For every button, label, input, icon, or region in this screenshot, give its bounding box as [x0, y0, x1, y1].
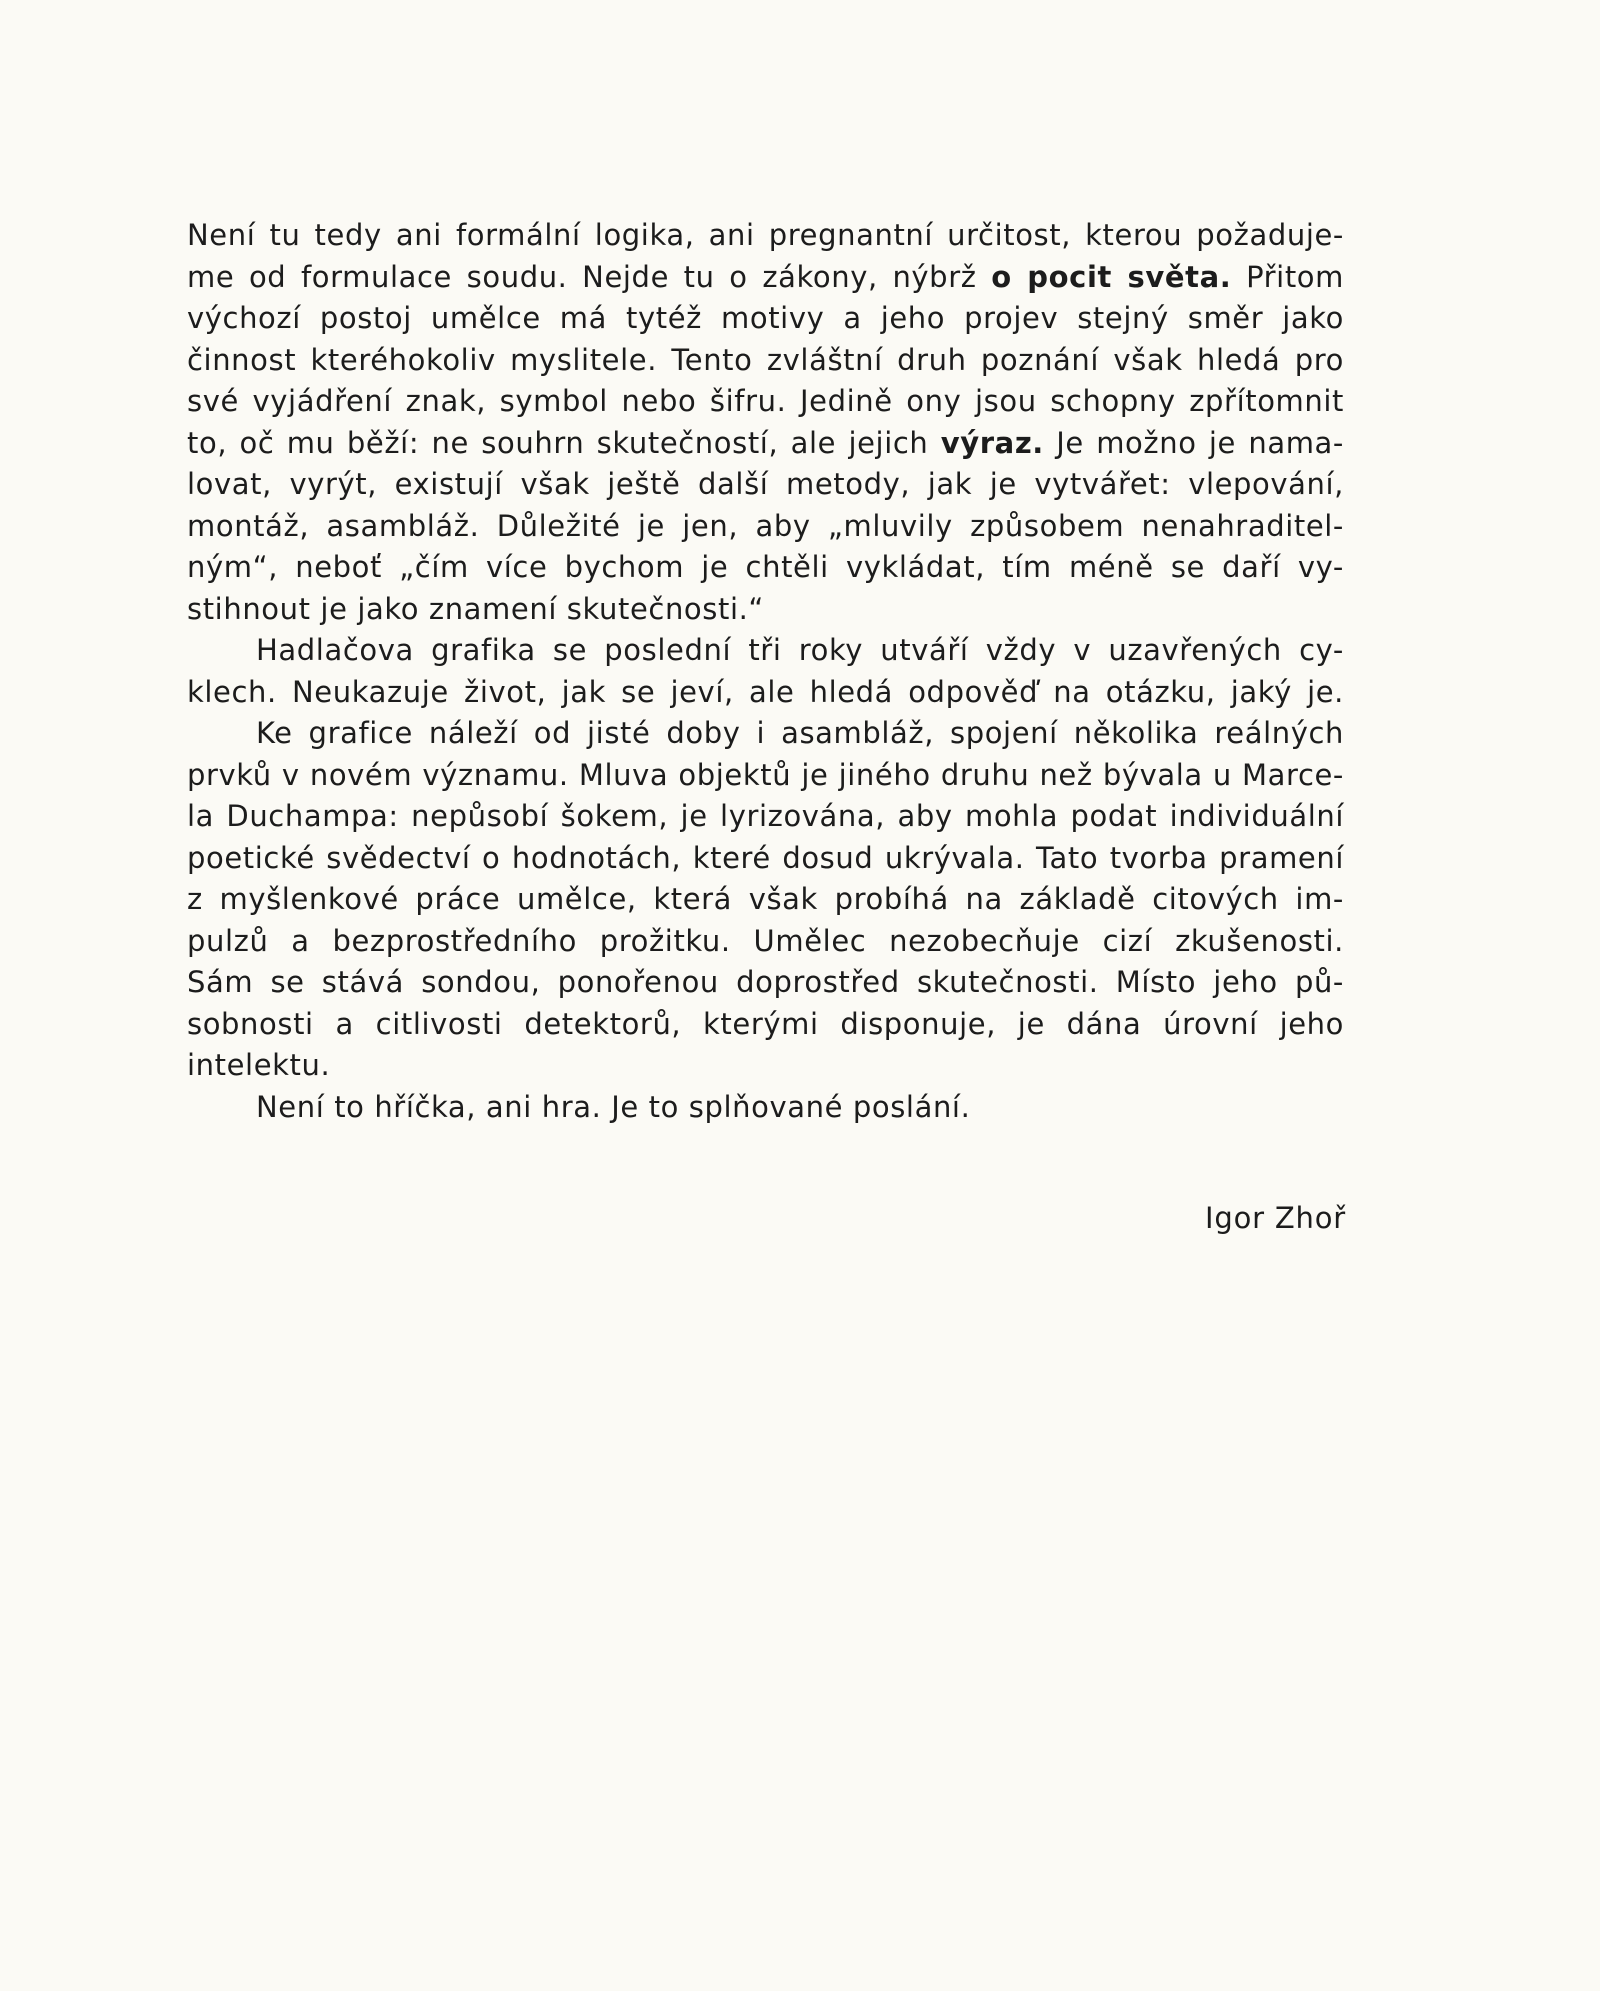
line-text: lovat, vyrýt, existují však ještě další metody, jak je vytvářet: vlepování, — [187, 467, 1344, 501]
text-line — [187, 215, 1344, 257]
line-text: Ke grafice náleží od jisté doby i asambláž, spojení několika reálných — [256, 716, 1344, 750]
line-text: me od formulace soudu. Nejde tu o zákony, nýbrž — [187, 259, 992, 294]
line-text: činnost kteréhokoliv myslitele. Tento zvláštní druh poznání však hledá pro — [187, 342, 1344, 377]
line-text: sobnosti a citlivosti detektorů, kterými disponuje, je dána úrovní jeho — [187, 1006, 1344, 1041]
text-line — [187, 589, 1344, 631]
line-text: z myšlenkové práce umělce, která však probíhá na základě citových im- — [187, 882, 1344, 916]
text-line — [187, 962, 1344, 1004]
line-text: pulzů a bezprostředního prožitku. Umělec nezobecňuje cizí zkušenosti. — [187, 923, 1344, 958]
line-text: výchozí postoj umělce má tytéž motivy a jeho projev stejný směr jako — [187, 301, 1344, 335]
line-text: stihnout je jako znamení skutečnosti.“ — [187, 591, 765, 626]
text-line — [187, 755, 1344, 797]
line-text: klech. Neukazuje život, jak se jeví, ale hledá odpověď na otázku, jaký je. — [187, 674, 1344, 709]
line-text: Přitom — [1231, 259, 1344, 294]
emphasized-text: výraz. — [940, 425, 1044, 460]
text-line — [187, 506, 1344, 548]
line-text: své vyjádření znak, symbol nebo šifru. Jedině ony jsou schopny zpřítomnit — [187, 384, 1344, 418]
text-line — [187, 921, 1344, 963]
text-line — [187, 381, 1344, 423]
text-line — [187, 796, 1344, 838]
text-line — [187, 630, 1344, 672]
text-line — [187, 713, 1344, 755]
line-text: poetické svědectví o hodnotách, které dosud ukrývala. Tato tvorba pramení — [187, 840, 1344, 875]
essay-text — [187, 215, 1344, 1128]
line-text: ným“, neboť „čím více bychom je chtěli vykládat, tím méně se daří vy- — [187, 550, 1344, 584]
text-line — [187, 1087, 1344, 1129]
text-line — [187, 1004, 1344, 1046]
line-text: la Duchampa: nepůsobí šokem, je lyrizována, aby mohla podat individuální — [187, 799, 1344, 833]
line-text: Hadlačova grafika se poslední tři roky utváří vždy v uzavřených cy- — [256, 633, 1344, 667]
line-text: Není tu tedy ani formální logika, ani pregnantní určitost, kterou požaduje- — [187, 218, 1344, 252]
line-text: prvků v novém významu. Mluva objektů je jiného druhu než bývala u Marce- — [187, 757, 1344, 792]
text-line — [187, 340, 1344, 382]
line-text: Je možno je nama- — [1043, 425, 1344, 460]
author-signature: Igor Zhoř — [1205, 1201, 1346, 1235]
text-line — [187, 672, 1344, 714]
line-text: Není to hříčka, ani hra. Je to splňované poslání. — [256, 1089, 971, 1124]
line-text: intelektu. — [187, 1048, 331, 1082]
text-line — [187, 423, 1344, 465]
text-line — [187, 1045, 1344, 1087]
emphasized-text: o pocit světa. — [991, 259, 1232, 294]
text-line — [187, 879, 1344, 921]
text-line — [187, 838, 1344, 880]
text-line — [187, 298, 1344, 340]
line-text: Sám se stává sondou, ponořenou doprostřed skutečnosti. Místo jeho pů- — [187, 965, 1344, 999]
text-line — [187, 464, 1344, 506]
text-line — [187, 547, 1344, 589]
line-text: montáž, asambláž. Důležité je jen, aby „mluvily způsobem nenahraditel- — [187, 508, 1344, 543]
line-text: to, oč mu běží: ne souhrn skutečností, ale jejich — [187, 425, 941, 460]
text-line — [187, 257, 1344, 299]
